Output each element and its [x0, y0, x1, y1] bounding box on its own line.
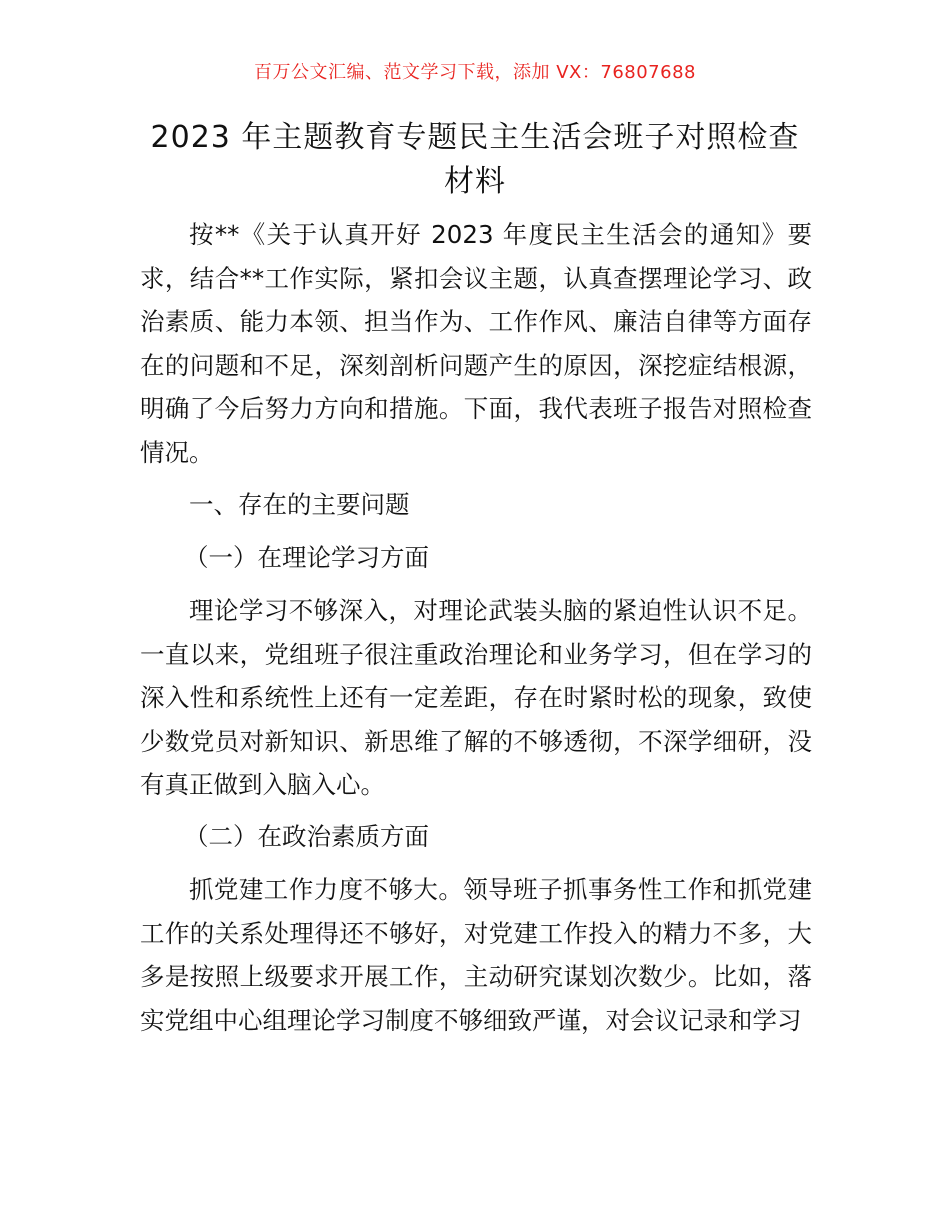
- sub1-paragraph: 理论学习不够深入，对理论武装头脑的紧迫性认识不足。一直以来，党组班子很注重政治理论和业务学习，但在学习的深入性和系统性上还有一定差距，存在时紧时松的现象，致使少数党员对新知识、新思维了解的不够透彻，不深学细研，没有真正做到入脑入心。: [140, 596, 812, 800]
- title-line-1: 2023 年主题教育专题民主生活会班子对照检查: [150, 120, 800, 155]
- section-heading-1: 一、存在的主要问题: [189, 490, 410, 519]
- sub-heading-2: （二）在政治素质方面: [184, 822, 429, 851]
- document-title: [140, 116, 810, 204]
- title-line-2: 材料: [444, 164, 506, 199]
- watermark-banner: 百万公文汇编、范文学习下载，添加 VX：76807688: [254, 62, 696, 83]
- sub2-paragraph: 抓党建工作力度不够大。领导班子抓事务性工作和抓党建工作的关系处理得还不够好，对党建工作投入的精力不多，大多是按照上级要求开展工作，主动研究谋划次数少。比如，落实党组中心组理论学习制度不够细致严谨，对会议记录和学习: [140, 875, 812, 1035]
- sub-heading-1: （一）在理论学习方面: [184, 543, 429, 572]
- intro-paragraph: 按**《关于认真开好 2023 年度民主生活会的通知》要求，结合**工作实际，紧扣会议主题，认真查摆理论学习、政治素质、能力本领、担当作为、工作作风、廉洁自律等方面存在的问题和不足，深刻剖析问题产生的原因，深挖症结根源，明确了今后努力方向和措施。下面，我代表班子报告对照检查情况。: [140, 220, 812, 467]
